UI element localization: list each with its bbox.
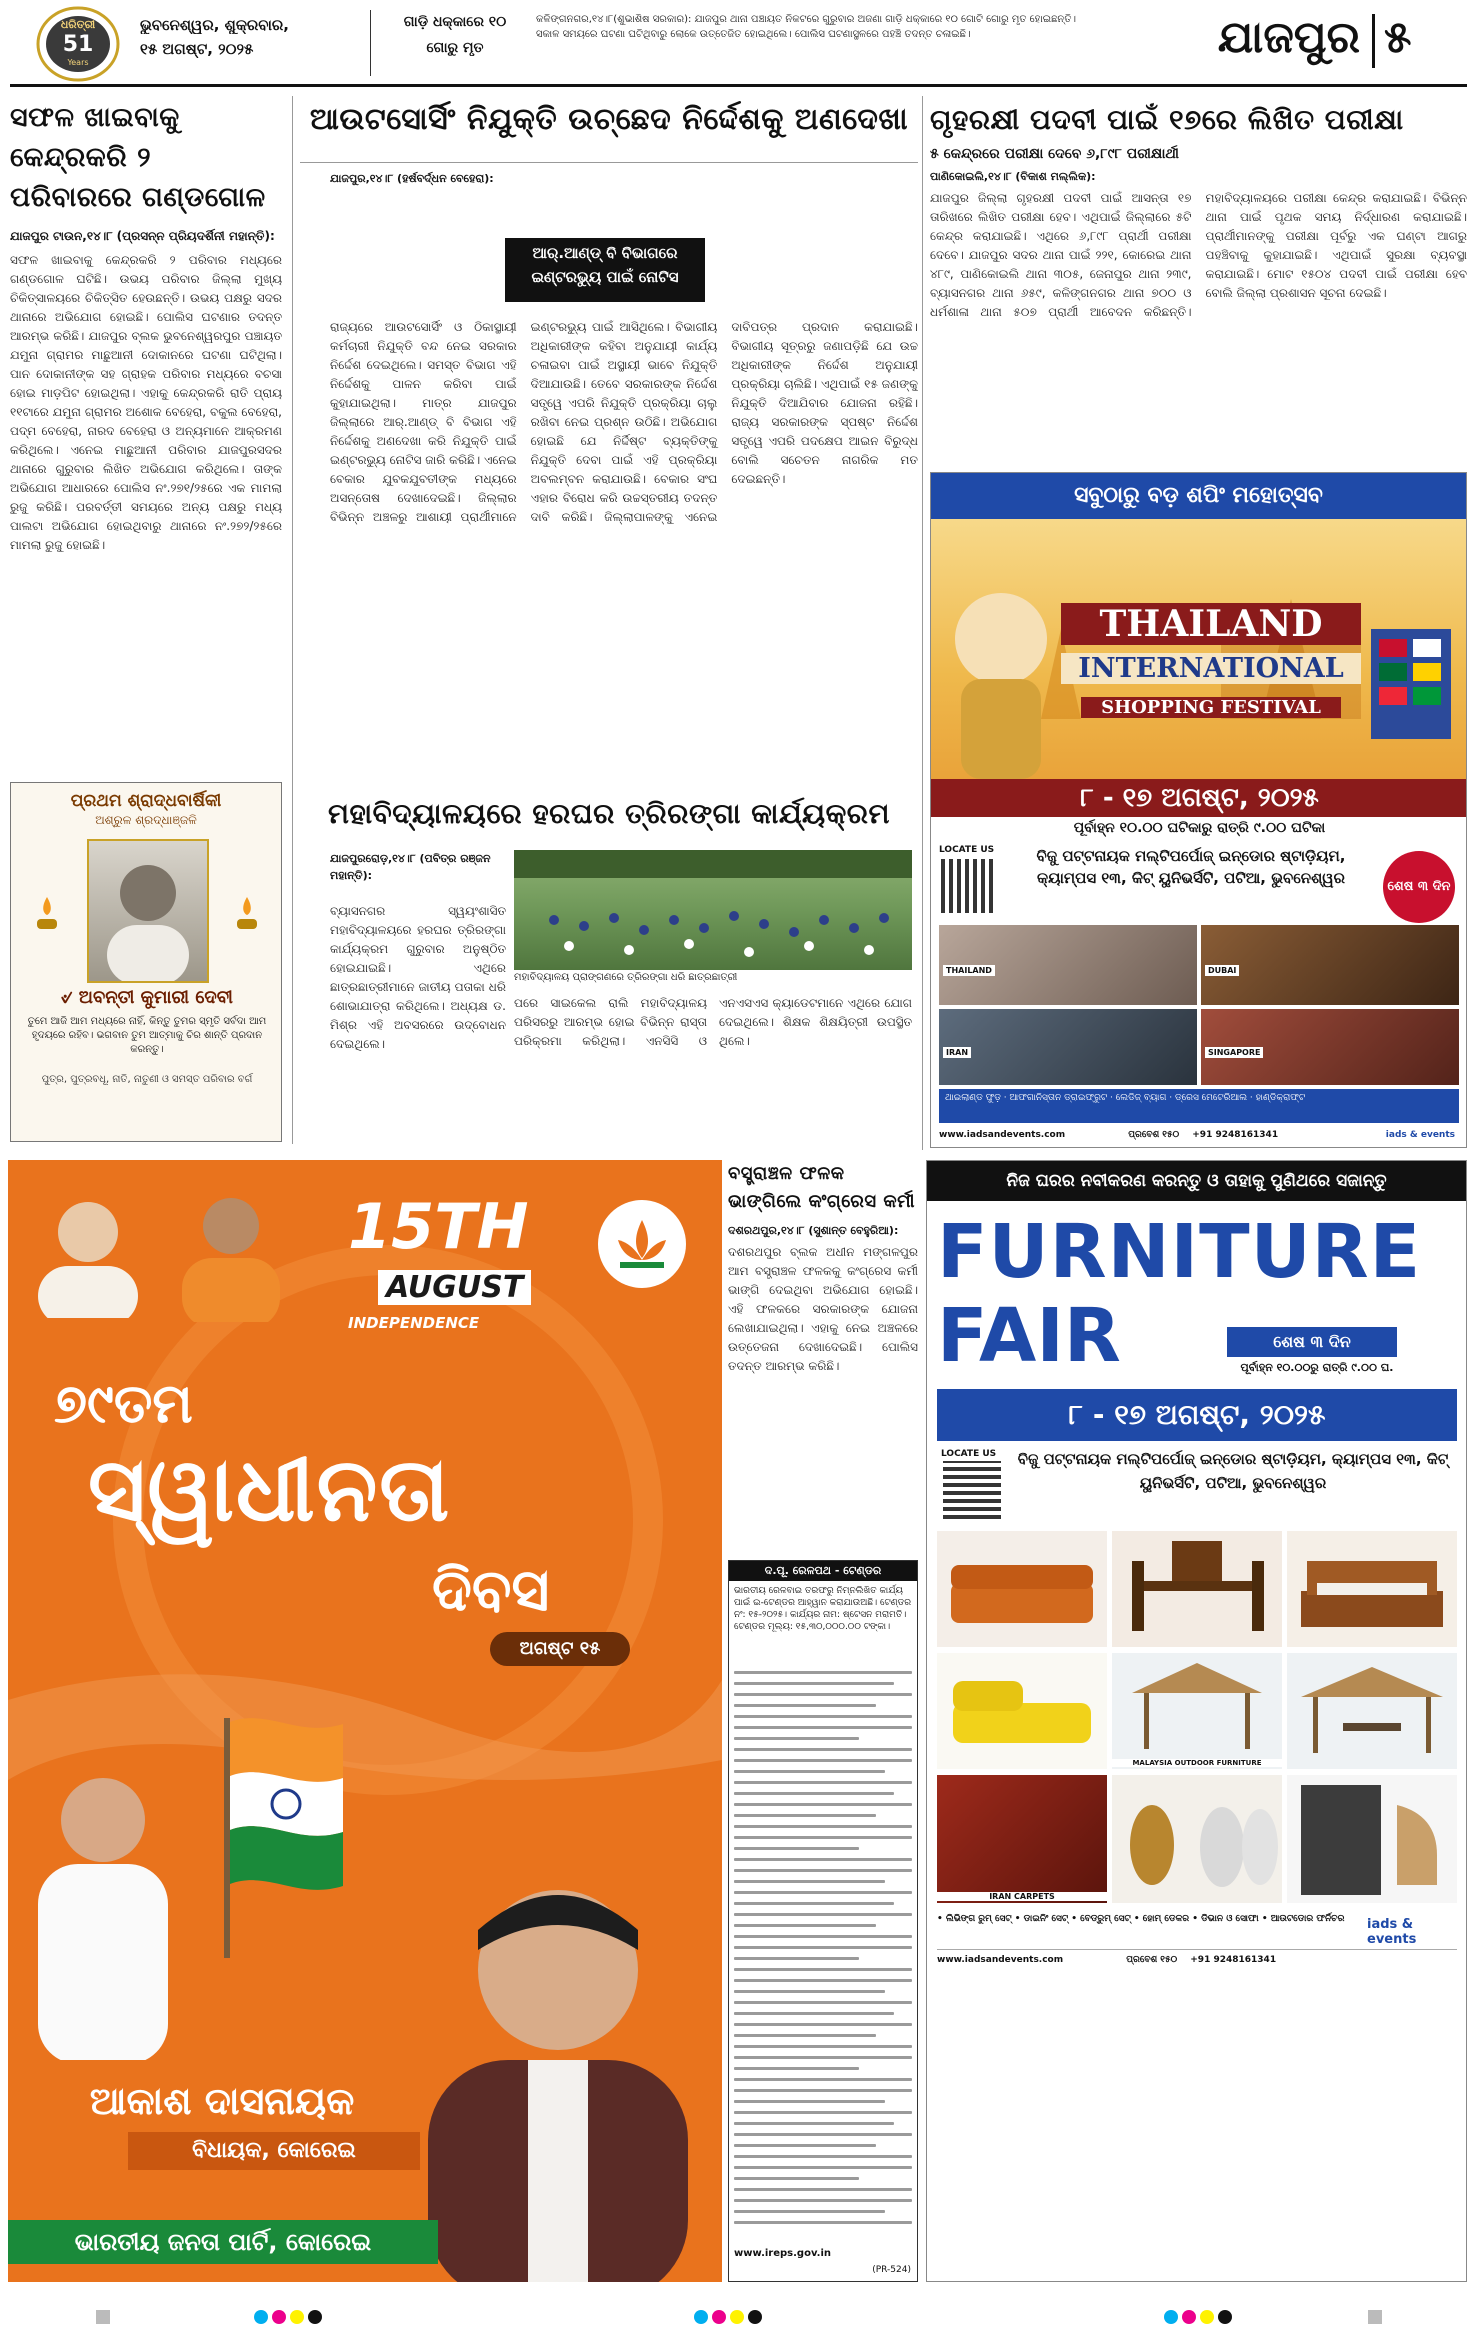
ad-thailand-festival <box>930 472 1467 1148</box>
leader-photo-1 <box>28 1188 148 1318</box>
masthead <box>0 0 1477 88</box>
banner-15th: 15TH <box>348 1190 529 1263</box>
venue: ବିଜୁ ପଟ୍ଟନାୟକ ମଲ୍ଟିପର୍ପୋଜ୍ ଇନ୍‌ଡୋର ଷ୍ଟାଡ଼ିୟମ, କ୍ୟାମ୍ପସ ୧୩, କିଟ୍ ୟୁନିଭର୍ସିଟି, ପଟିଆ, ଭୁବନେଶ୍ୱର <box>1017 1450 1449 1492</box>
mla-photo-large <box>408 1860 708 2282</box>
leader-photo-2 <box>176 1182 286 1322</box>
byline: ଯାଜପୁର ଟାଉନ,୧୪।୮ (ପ୍ରସନ୍ନ ପ୍ରିୟଦର୍ଶିନୀ ମହାନ୍ତି): <box>10 229 275 243</box>
outdoor-label: MALAYSIA OUTDOOR FURNITURE <box>1112 1759 1282 1767</box>
tender-web[interactable]: www.ireps.gov.in <box>734 2248 832 2259</box>
ad-dates: ୮ - ୧୭ ଅଗଷ୍ଟ, ୨୦୨୫ <box>937 1389 1457 1441</box>
headline: ଗୃହରକ୍ଷୀ ପଦବୀ ପାଇଁ ୧୭ରେ ଲିଖିତ ପରୀକ୍ଷା <box>930 103 1404 136</box>
obituary-family: ପୁତ୍ର, ପୁତ୍ରବଧୂ, ନାତି, ନାତୁଣୀ ଓ ସମସ୍ତ ପରିବାର ବର୍ଗ <box>41 1074 253 1085</box>
story-har-ghar-tiranga <box>300 792 918 1154</box>
footer-phone: +91 9248161341 <box>1190 1955 1277 1965</box>
ad-dates: ୮ - ୧୭ ଅଗଷ୍ଟ, ୨୦୨୫ <box>931 779 1467 817</box>
festival-hero <box>931 519 1467 779</box>
tender-text: ଭାରତୀୟ ରେଳବାଇ ତରଫରୁ ନିମ୍ନଲିଖିତ କାର୍ଯ୍ୟ ପାଇଁ ଇ-ଟେଣ୍ଡର ଆହ୍ୱାନ କରାଯାଉଅଛି। ଟେଣ୍ଡର ନଂ: ୧୫-୨୦୨୫। କାର୍ଯ୍ୟର ନାମ: ଷ୍ଟେସନ ମରାମତି। ଟେଣ୍ଡର ମୂଲ୍ୟ: ୧୫,୩୦,୦୦୦.୦୦ ଟଙ୍କା। <box>734 1586 912 1632</box>
days-left-badge: ଶେଷ ୩ ଦିନ <box>1227 1327 1397 1357</box>
day-number: ୭୯ତମ <box>54 1372 193 1435</box>
ad-banner: ନିଜ ଘରର ନବୀକରଣ କରନ୍ତୁ ଓ ତାହାକୁ ପୁଣିଥରେ ସଜାନ୍ତୁ <box>927 1161 1466 1201</box>
brief-label-1: ଗାଡ଼ି ଧକ୍କାରେ ୧୦ <box>403 14 507 30</box>
mla-designation: ବିଧାୟକ, କୋରେଇ <box>128 2132 420 2170</box>
ad-title-2: FAIR <box>937 1293 1121 1379</box>
print-registration-strip <box>0 2296 1477 2336</box>
tender-ref: (PR-524) <box>872 2265 911 2275</box>
ad-timing: ପୂର୍ବାହ୍ନ ୧୦.୦୦ ଘଟିକାରୁ ରାତ୍ରି ୯.୦୦ ଘଟିକା <box>1073 820 1326 836</box>
footer-entry: ପ୍ରବେଶ ୧୫୦ <box>1126 1955 1178 1965</box>
ad-furniture-fair <box>926 1160 1467 2282</box>
feature-item: ହାଣ୍ଡିକ୍ରାଫ୍ଟ <box>1255 1093 1306 1103</box>
obituary-text: ତୁମେ ଆଜି ଆମ ମଧ୍ୟରେ ନାହିଁ, କିନ୍ତୁ ତୁମର ସ୍ମୃତି ସର୍ବଦା ଆମ ହୃଦୟରେ ରହିବ। ଭଗବାନ ତୁମ ଆତ୍ମାକୁ ଚିର ଶାନ୍ତି ପ୍ରଦାନ କରନ୍ତୁ। <box>27 1016 267 1055</box>
anniversary-sub: Years <box>67 58 89 67</box>
headline: ବସ୍ତ୍ରାଞ୍ଚଳ ଫଳକ ଭାଙ୍ଗିଲେ କଂଗ୍ରେସ କର୍ମୀ <box>728 1163 916 1212</box>
items-line: • ଲିଭିଙ୍ଗ ରୁମ୍ ସେଟ୍ • ଡାଇନିଂ ସେଟ୍ • ବେଡ୍‌ରୁମ୍ ସେଟ୍ • ହୋମ୍ ଡେକର • ଡିଭାନ ଓ ସୋଫା • ଆଉଟଡୋର ଫର୍ନିଚର <box>937 1914 1345 1924</box>
furniture-photo-sofa <box>937 1531 1107 1647</box>
furniture-photo-gazebo <box>1112 1653 1282 1769</box>
college-event-photo <box>514 850 912 970</box>
furniture-photo-dining <box>1112 1531 1282 1647</box>
days-left-badge: ଶେଷ ୩ ଦିନ <box>1383 851 1455 923</box>
furniture-photo-statues <box>1112 1775 1282 1903</box>
stall-photo-iran <box>939 1009 1197 1085</box>
dateline-place: ଭୁବନେଶ୍ୱର, ଶୁକ୍ରବାର, <box>140 16 289 34</box>
ad-title-3: SHOPPING FESTIVAL <box>1081 697 1341 718</box>
article-body: ଦଶରଥପୁର ବ୍ଲକ ଅଧୀନ ମଙ୍ଗଳପୁର ଆମ ବସ୍ତ୍ରାଞ୍ଚଳ ଫଳକକୁ କଂଗ୍ରେସ କର୍ମୀ ଭାଙ୍ଗି ଦେଇଥିବା ଅଭିଯୋଗ ହୋଇଛି। ଏହି ଫଳକରେ ସରକାରଙ୍କ ଯୋଜନା ଲେଖାଯାଇଥିଲା। ଏହାକୁ ନେଇ ଅଞ୍ଚଳରେ ଉତ୍ତେଜନା ଦେଖାଦେଇଛି। ପୋଲିସ ତଦନ୍ତ ଆରମ୍ଭ କରିଛି। <box>728 1245 918 1373</box>
carpets-label: IRAN CARPETS <box>937 1892 1107 1901</box>
party-name: ଭାରତୀୟ ଜନତା ପାର୍ଟି, କୋରେଇ <box>8 2220 438 2264</box>
locate-us-label: LOCATE US <box>939 845 995 855</box>
photo-caption: ମହାବିଦ୍ୟାଳୟ ପ୍ରାଙ୍ଗଣରେ ତ୍ରିରଙ୍ଗା ଧରି ଛାତ୍ରଛାତ୍ରୀ <box>514 972 738 983</box>
article-body: ସଫଳ ଖାଇବାକୁ କେନ୍ଦ୍ରକରି ୨ ପରିବାର ମଧ୍ୟରେ ଗଣ୍ଡଗୋଳ ଘଟିଛି। ଉଭୟ ପରିବାର ଜିଲ୍ଲା ମୁଖ୍ୟ ଚିକିତ୍ସାଳୟରେ ଚିକିତ୍ସିତ ହେଉଛନ୍ତି। ଉଭୟ ପକ୍ଷରୁ ସଦର ଥାନାରେ ଅଭିଯୋଗ ହୋଇଛି। ପୋଲିସ ଘଟଣାର ତଦନ୍ତ ଆରମ୍ଭ କରିଛି। ଯାଜପୁର ବ୍ଲକ ଭୁବନେଶ୍ୱରପୁର ପଞ୍ଚାୟତ ଯମୁନା ଗ୍ରାମର ମାଛୁଆନୀ ଦୋକାନରେ ଘଟଣା ଘଟିଥିଲା। ପାନ ଦୋକାନୀଙ୍କ ସହ ଗ୍ରାହକ ପରିବାର ମଧ୍ୟରେ ବଚସା ହୋଇ ମାଡ଼ପିଟ ହୋଇଥିଲା। ଏହାକୁ କେନ୍ଦ୍ରକରି ରାତି ପ୍ରାୟ ୧୧ଟାରେ ଯମୁନା ଗ୍ରାମର ଅଶୋକ ବେହେରା, ବକୁଲ ବେହେରା, ପଦ୍ମ ବେହେରା, ନାରଦ ବେହେରା ଓ ଅନ୍ୟମାନେ ଆକ୍ରମଣ କରିଥିଲେ। ଏନେଇ ମାଛୁଆନୀ ପରିବାର ଯାଜପୁରସଦର ଥାନାରେ ଗୁରୁବାର ଲିଖିତ ଅଭିଯୋଗ କରିଥିଲେ। ତାଙ୍କ ଅଭିଯୋଗ ଆଧାରରେ ପୋଲିସ ନଂ.୨୭୧/୨୫ରେ ଏକ ମାମଲା ରୁଜୁ କରିଛି। ପରବର୍ତ୍ତୀ ସମୟରେ ଅନ୍ୟ ପକ୍ଷରୁ ମଧ୍ୟ ପାଲଟା ଅଭିଯୋଗ ହୋଇଥିବାରୁ ଥାନାରେ ନଂ.୨୭୨/୨୫ରେ ମାମଲା ରୁଜୁ ହୋଇଛି। <box>10 253 282 552</box>
obituary-subtitle: ଅଶ୍ରୁଳ ଶ୍ରଦ୍ଧାଞ୍ଜଳି <box>95 813 197 827</box>
kicker-box <box>505 238 705 302</box>
story-congress-plaque <box>728 1160 918 1556</box>
story-home-guard <box>930 98 1467 468</box>
independence-title-2: ଦିବସ <box>432 1556 550 1624</box>
obituary-title: ପ୍ରଥମ ଶ୍ରାଦ୍ଧବାର୍ଷିକୀ <box>70 791 222 811</box>
anniversary-emblem <box>34 4 122 82</box>
tender-title: ଦ.ପୂ. ରେଳପଥ - ଟେଣ୍ଡର <box>729 1561 917 1581</box>
date-pill: ଅଗଷ୍ଟ ୧୫ <box>490 1632 630 1666</box>
lamp-icon <box>33 893 61 933</box>
kicker-line-2: ଇଣ୍ଟରଭ୍ୟୁ ପାଇଁ ନୋଟିସ <box>531 268 679 286</box>
dateline-date: ୧୫ ଅଗଷ୍ଟ, ୨୦୨୫ <box>140 40 254 58</box>
banner-independence: INDEPENDENCE <box>348 1314 480 1332</box>
ad-footer <box>939 1125 1459 1145</box>
tender-notice <box>728 1560 918 2282</box>
article-body: ଯାଜପୁର ଜିଲ୍ଲା ଗୃହରକ୍ଷୀ ପଦବୀ ପାଇଁ ଆସନ୍ତା ୧୭ ତାରିଖରେ ଲିଖିତ ପରୀକ୍ଷା ହେବ। ଏଥିପାଇଁ ଜିଲ୍ଲାରେ ୫ଟି କେନ୍ଦ୍ର କରାଯାଇଛି। ଏଥିରେ ୬,୮୯୮ ପ୍ରାର୍ଥୀ ପରୀକ୍ଷା ଦେବେ। ଯାଜପୁର ସଦର ଥାନା ପାଇଁ ୨୨୧, କୋରେଇ ଥାନା ୪୮୯, ପାଣିକୋଇଲି ଥାନା ୩୦୫, ଜେନାପୁର ଥାନା ୨୩୯, ବ୍ୟାସନଗର ଥାନା ୬୫୯, କଳିଙ୍ଗନଗର ଥାନା ୭୦୦ ଓ ଧର୍ମଶାଳା ଥାନା ୫୦୭ ପ୍ରାର୍ଥୀ ଆବେଦନ କରିଛନ୍ତି। ମହାବିଦ୍ୟାଳୟରେ ପରୀକ୍ଷା କେନ୍ଦ୍ର କରାଯାଇଛି। ବିଭିନ୍ନ ଥାନା ପାଇଁ ପୃଥକ ସମୟ ନିର୍ଦ୍ଧାରଣ କରାଯାଇଛି। ପ୍ରାର୍ଥୀମାନଙ୍କୁ ପରୀକ୍ଷା ପୂର୍ବରୁ ଏକ ଘଣ୍ଟା ଆଗରୁ ପହଞ୍ଚିବାକୁ କୁହାଯାଇଛି। ଏଥିପାଇଁ ସୁରକ୍ଷା ବ୍ୟବସ୍ଥା କରାଯାଇଛି। ମୋଟ ୧୫୦୪ ପଦବୀ ପାଇଁ ପରୀକ୍ଷା ହେବ ବୋଲି ଜିଲ୍ଲା ପ୍ରଶାସନ ସୂଚନା ଦେଇଛି। <box>930 191 1467 319</box>
subheadline: ୫ କେନ୍ଦ୍ରରେ ପରୀକ୍ଷା ଦେବେ ୬,୮୯୮ ପରୀକ୍ଷାର୍ଥୀ <box>930 146 1179 162</box>
headline: ସଫଳ ଖାଇବାକୁ କେନ୍ଦ୍ରକରି ୨ ପରିବାରରେ ଗଣ୍ଡଗୋଳ <box>10 102 266 213</box>
qr-code[interactable] <box>941 859 995 913</box>
stall-photo-dubai <box>1201 925 1459 1005</box>
ad-footer <box>937 1949 1457 1970</box>
venue: ବିଜୁ ପଟ୍ଟନାୟକ ମଲ୍ଟିପର୍ପୋଜ୍ ଇନ୍‌ଡୋର ଷ୍ଟାଡ଼ିୟମ, କ୍ୟାମ୍ପସ ୧୩, କିଟ୍ ୟୁନିଭର୍ସିଟି, ପଟିଆ, ଭୁବନେଶ୍ୱର <box>1036 847 1346 887</box>
story-family-dispute <box>10 98 282 778</box>
byline: ଦଶରଥପୁର,୧୪।୮ (ସୁଶାନ୍ତ ବେହୁରିଆ): <box>728 1224 899 1237</box>
feature-item: ଥାଇଲାଣ୍ଡ ଫୁଡ଼ <box>945 1093 1001 1103</box>
party-logo <box>598 1200 686 1288</box>
country-label: THAILAND <box>943 965 995 976</box>
lotus-icon <box>598 1200 686 1288</box>
furniture-photo-recliner <box>937 1653 1107 1769</box>
article-body: ରାଜ୍ୟରେ ଆଉଟସୋର୍ସିଂ ଓ ଠିକାସ୍ଥାୟୀ କର୍ମଚାରୀ ନିଯୁକ୍ତି ବନ୍ଦ ନେଇ ସରକାର ନିର୍ଦ୍ଦେଶ ଦେଇଥିଲେ। ସମସ୍ତ ବିଭାଗ ଏହି ନିର୍ଦ୍ଦେଶକୁ ପାଳନ କରିବା ପାଇଁ କୁହାଯାଇଥିଲା। ମାତ୍ର ଯାଜପୁର ଜିଲ୍ଲାରେ ଆର୍.ଆଣ୍ଡ୍ ବି ବିଭାଗ ଏହି ନିର୍ଦ୍ଦେଶକୁ ଅଣଦେଖା କରି ନିଯୁକ୍ତି ପାଇଁ ଇଣ୍ଟରଭ୍ୟୁ ନୋଟିସ ଜାରି କରିଛି। ଏନେଇ ବେକାର ଯୁବକଯୁବତୀଙ୍କ ମଧ୍ୟରେ ଅସନ୍ତୋଷ ଦେଖାଦେଇଛି। ଜିଲ୍ଲାର ବିଭିନ୍ନ ଅଞ୍ଚଳରୁ ଆଶାୟୀ ପ୍ରାର୍ଥୀମାନେ ଇଣ୍ଟରଭ୍ୟୁ ପାଇଁ ଆସିଥିଲେ। ବିଭାଗୀୟ ଅଧିକାରୀଙ୍କ କହିବା ଅନୁଯାୟୀ କାର୍ଯ୍ୟ ଚଳାଇବା ପାଇଁ ଅସ୍ଥାୟୀ ଭାବେ ନିଯୁକ୍ତି ଦିଆଯାଉଛି। ତେବେ ସରକାରଙ୍କ ନିର୍ଦ୍ଦେଶ ସତ୍ତ୍ୱେ ଏପରି ନିଯୁକ୍ତି ପ୍ରକ୍ରିୟା ଚାଲୁ ରଖିବା ନେଇ ପ୍ରଶ୍ନ ଉଠିଛି। ଅଭିଯୋଗ ହୋଇଛି ଯେ ନିର୍ଦ୍ଦିଷ୍ଟ ବ୍ୟକ୍ତିଙ୍କୁ ନିଯୁକ୍ତି ଦେବା ପାଇଁ ଏହି ପ୍ରକ୍ରିୟା ଅବଲମ୍ବନ କରାଯାଉଛି। ବେକାର ସଂଘ ଏହାର ବିରୋଧ କରି ଉଚ୍ଚସ୍ତରୀୟ ତଦନ୍ତ ଦାବି କରିଛି। ଜିଲ୍ଲାପାଳଙ୍କୁ ଏନେଇ ଦାବିପତ୍ର ପ୍ରଦାନ କରାଯାଇଛି। ବିଭାଗୀୟ ସୂତ୍ରରୁ ଜଣାପଡ଼ିଛି ଯେ ଉଚ୍ଚ ଅଧିକାରୀଙ୍କ ନିର୍ଦ୍ଦେଶ ଅନୁଯାୟୀ ପ୍ରକ୍ରିୟା ଚାଲିଛି। ଏଥିପାଇଁ ୧୫ ଜଣଙ୍କୁ ନିଯୁକ୍ତି ଦିଆଯିବାର ଯୋଜନା ରହିଛି। ରାଜ୍ୟ ସରକାରଙ୍କ ସ୍ପଷ୍ଟ ନିର୍ଦ୍ଦେଶ ସତ୍ତ୍ୱେ ଏପରି ପଦକ୍ଷେପ ଆଇନ ବିରୁଦ୍ଧ ବୋଲି ସଚେତନ ନାଗରିକ ମତ ଦେଇଛନ୍ତି। <box>330 320 918 524</box>
kicker-line-1: ଆର୍.ଆଣ୍ଡ୍ ବି ବିଭାଗରେ <box>532 244 678 262</box>
independence-title: ସ୍ୱାଧୀନତା <box>88 1438 452 1541</box>
country-label: SINGAPORE <box>1205 1047 1263 1058</box>
ad-timing: ପୂର୍ବାହ୍ନ ୧୦.୦୦ରୁ ରାତ୍ରି ୯.୦୦ ଘ. <box>1240 1361 1394 1374</box>
country-label: IRAN <box>943 1047 971 1058</box>
feature-item: ଲେଡିଜ୍ ବ୍ୟାଗ <box>1115 1093 1167 1103</box>
stall-photo-thailand <box>939 925 1197 1005</box>
footer-entry: ପ୍ରବେଶ ୧୫୦ <box>1128 1130 1180 1140</box>
furniture-photo-bed <box>1287 1531 1457 1647</box>
headline: ମହାବିଦ୍ୟାଳୟରେ ହରଘର ତ୍ରିରଙ୍ଗା କାର୍ଯ୍ୟକ୍ରମ <box>328 797 890 830</box>
ad-title-2: INTERNATIONAL <box>1061 653 1361 684</box>
page-number: ୫ <box>1384 12 1412 63</box>
ad-title-1: THAILAND <box>1061 603 1361 645</box>
ad-banner: ସବୁଠାରୁ ବଡ଼ ଶପିଂ ମହୋତ୍ସବ <box>931 473 1466 519</box>
furniture-photo-carpets <box>937 1775 1107 1903</box>
lamp-icon <box>233 893 261 933</box>
brief-label-2: ଗୋରୁ ମୃତ <box>426 40 484 56</box>
feature-list: ଥାଇଲାଣ୍ଡ ଫୁଡ଼ · ଆଫଗାନିସ୍ତାନ ଡ୍ରାଇଫ୍ରୁଟ · ଲେଡିଜ୍ ବ୍ୟାଗ · ଡ୍ରେସ ମେଟେରିଆଲ · ହାଣ୍ଡିକ୍ରାଫ୍ଟ <box>939 1089 1459 1123</box>
anniversary-number: 51 <box>62 32 94 57</box>
tender-fine-print <box>734 1671 912 2231</box>
brief-text: କଳିଙ୍ଗନଗର,୧୪।୮(ଶୁଭାଶିଷ ସରକାର): ଯାଜପୁର ଥାନା ପଞ୍ଚାୟତ ନିକଟରେ ଗୁରୁବାର ଅଜଣା ଗାଡ଼ି ଧକ୍କାରେ ୧୦ ଗୋଟି ଗୋରୁ ମୃତ ହୋଇଛନ୍ତି। ସକାଳ ସମୟରେ ଘଟଣା ଘଟିଥିବାରୁ ଲୋକେ ଉତ୍ତେଜିତ ହୋଇଥିଲେ। ପୋଲିସ ଘଟଣାସ୍ଥଳରେ ପହଞ୍ଚି ତଦନ୍ତ ଚଳାଇଛି। <box>536 14 1076 40</box>
mla-name: ଆକାଶ ଦାସନାୟକ <box>24 2072 420 2130</box>
anniversary-label: ଧରିତ୍ରୀ <box>60 18 96 31</box>
stall-photo-singapore <box>1201 1009 1459 1085</box>
mla-photo-small <box>18 1760 188 2060</box>
thai-temple-graphic <box>931 519 1467 779</box>
article-body: ବ୍ୟାସନଗର ସ୍ୱୟଂଶାସିତ ମହାବିଦ୍ୟାଳୟରେ ହରଘର ତ୍ରିରଙ୍ଗା କାର୍ଯ୍ୟକ୍ରମ ଗୁରୁବାର ଅନୁଷ୍ଠିତ ହୋଇଯାଇଛି। ଏଥିରେ ଛାତ୍ରଛାତ୍ରୀମାନେ ଜାତୀୟ ପତାକା ଧରି ଶୋଭାଯାତ୍ରା କରିଥିଲେ। ଅଧ୍ୟକ୍ଷ ଡ. ମିଶ୍ର ଏହି ଅବସରରେ ଉଦ୍‌ବୋଧନ ଦେଇଥିଲେ। <box>330 904 506 1051</box>
footer-web: www.iadsandevents.com <box>939 1130 1066 1140</box>
headline: ଆଉଟସୋର୍ସିଂ ନିଯୁକ୍ତି ଉଚ୍ଛେଦ ନିର୍ଦ୍ଦେଶକୁ ଅଣଦେଖା <box>309 102 909 137</box>
footer-web: www.iadsandevents.com <box>937 1955 1064 1965</box>
obituary-box <box>10 782 282 1142</box>
organizer-logo: iads & events <box>1367 1917 1417 1947</box>
deceased-name: ୰ ଅବନ୍ତୀ କୁମାରୀ ଦେବୀ <box>61 987 233 1008</box>
feature-item: ଆଫଗାନିସ୍ତାନ ଡ୍ରାଇଫ୍ରୁଟ <box>1009 1093 1108 1103</box>
furniture-photo-massage-chair <box>1287 1775 1457 1903</box>
country-label: DUBAI <box>1205 965 1239 976</box>
footer-phone: +91 9248161341 <box>1192 1130 1279 1140</box>
byline: ଯାଜପୁରରୋଡ଼,୧୪।୮ (ପବିତ୍ର ରଞ୍ଜନ ମହାନ୍ତି): <box>330 852 491 882</box>
article-body-2: ପରେ ସାଇକେଲ ରାଲି ମହାବିଦ୍ୟାଳୟ ପରିସରରୁ ଆରମ୍ଭ ହୋଇ ବିଭିନ୍ନ ରାସ୍ତା ପରିକ୍ରମା କରିଥିଲା। ଏନସିସି ଓ ଏନଏସଏସ କ୍ୟାଡେଟମାନେ ଏଥିରେ ଯୋଗ ଦେଇଥିଲେ। ଶିକ୍ଷକ ଶିକ୍ଷୟିତ୍ରୀ ଉପସ୍ଥିତ ଥିଲେ। <box>514 996 912 1048</box>
ad-title-1: FURNITURE <box>937 1209 1422 1295</box>
story-outsourcing <box>300 98 918 788</box>
byline: ପାଣିକୋଇଲି,୧୪।୮ (ବିକାଶ ମଲ୍ଲିକ): <box>930 170 1096 183</box>
qr-code[interactable] <box>943 1461 1001 1519</box>
locate-us-label: LOCATE US <box>941 1449 997 1459</box>
edition-name: ଯାଜପୁର <box>1217 12 1360 63</box>
feature-item: ଡ୍ରେସ ମେଟେରିଆଲ <box>1174 1093 1248 1103</box>
furniture-photo-pergola <box>1287 1653 1457 1769</box>
byline: ଯାଜପୁର,୧୪।୮ (ହର୍ଷବର୍ଦ୍ଧନ ବେହେରା): <box>330 172 494 185</box>
organizer: iads & events <box>1385 1130 1455 1140</box>
banner-august: AUGUST <box>378 1270 531 1305</box>
ad-independence-day <box>8 1160 722 2282</box>
obituary-photo <box>87 839 209 983</box>
